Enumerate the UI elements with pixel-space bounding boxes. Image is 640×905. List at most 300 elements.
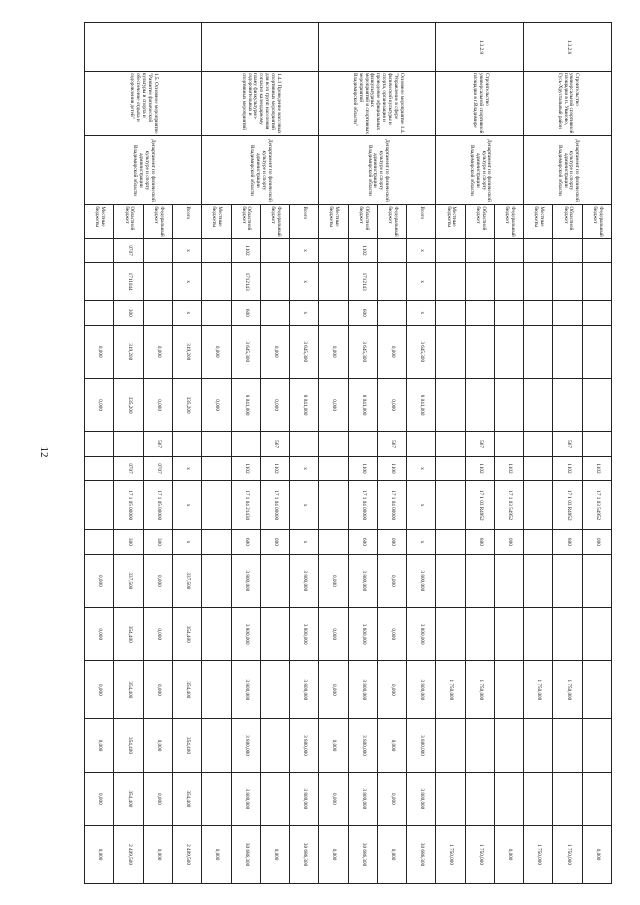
value-cell-7: 1100 xyxy=(348,456,377,480)
value-cell-15: 0,000 xyxy=(85,826,114,884)
value-cell-2 xyxy=(85,263,114,301)
value-cell-9: 000 xyxy=(582,530,611,554)
value-cell-3: х xyxy=(407,301,436,325)
value-cell-3 xyxy=(260,301,289,325)
value-cell-2 xyxy=(553,263,582,301)
value-cell-15: 0,000 xyxy=(260,826,289,884)
value-cell-10 xyxy=(524,554,553,607)
value-cell-9: 300 xyxy=(114,530,143,554)
value-cell-13 xyxy=(553,719,582,772)
executor-cell: Департамент по физической культуре и спорту администрации Владимирской области xyxy=(524,136,612,205)
value-cell-10: 3 800,000 xyxy=(407,554,436,607)
value-cell-5 xyxy=(494,378,523,431)
funding-source-cell: Всего xyxy=(290,205,319,238)
value-cell-14 xyxy=(436,772,465,825)
value-cell-10 xyxy=(436,554,465,607)
funding-source-cell: Местные бюджеты xyxy=(85,205,114,238)
value-cell-7: 0707 xyxy=(114,456,143,480)
value-cell-13: 354,400 xyxy=(173,719,202,772)
value-cell-14: 3 800,000 xyxy=(407,772,436,825)
value-cell-11: 0,000 xyxy=(319,608,348,661)
value-cell-11: 354,400 xyxy=(173,608,202,661)
value-cell-4: 0,000 xyxy=(143,325,172,378)
funding-source-cell: Местные бюджеты xyxy=(524,205,553,238)
value-cell-13: 0,000 xyxy=(143,719,172,772)
program-code-cell xyxy=(319,23,436,72)
value-cell-9: 800 xyxy=(553,530,582,554)
value-cell-4: 3 645,300 xyxy=(290,325,319,378)
value-cell-8 xyxy=(202,481,231,530)
value-cell-15: 0,000 xyxy=(582,826,611,884)
value-cell-3 xyxy=(582,301,611,325)
budget-table xyxy=(84,22,612,884)
value-cell-5: 335,200 xyxy=(173,378,202,431)
value-cell-12 xyxy=(582,661,611,719)
value-cell-8: 17 1 04 00000 xyxy=(377,481,406,530)
value-cell-6: 567 xyxy=(260,432,289,456)
value-cell-11: 3 800,000 xyxy=(348,608,377,661)
funding-source-cell: Всего xyxy=(407,205,436,238)
value-cell-10 xyxy=(582,554,611,607)
value-cell-15: 30 686,300 xyxy=(407,826,436,884)
value-cell-6 xyxy=(494,432,523,456)
value-cell-8: 17 1 04 00000 xyxy=(260,481,289,530)
value-cell-7: 0707 xyxy=(143,456,172,480)
funding-source-cell: Местные бюджеты xyxy=(436,205,465,238)
funding-source-cell: Федеральный бюджет xyxy=(582,205,611,238)
funding-source-cell: Федеральный бюджет xyxy=(377,205,406,238)
value-cell-2 xyxy=(524,263,553,301)
value-cell-10 xyxy=(553,554,582,607)
value-cell-7 xyxy=(524,456,553,480)
value-cell-8 xyxy=(524,481,553,530)
value-cell-5 xyxy=(582,378,611,431)
value-cell-10 xyxy=(202,554,231,607)
value-cell-13: 0,000 xyxy=(319,719,348,772)
value-cell-7 xyxy=(85,456,114,480)
value-cell-7: 1102 xyxy=(231,456,260,480)
value-cell-14: 0,000 xyxy=(377,772,406,825)
value-cell-6: 567 xyxy=(553,432,582,456)
value-cell-3: х xyxy=(290,301,319,325)
value-cell-15: 1 750,000 xyxy=(436,826,465,884)
value-cell-5: 0,000 xyxy=(377,378,406,431)
value-cell-9: 000 xyxy=(494,530,523,554)
value-cell-12: 354,400 xyxy=(173,661,202,719)
value-cell-1: х xyxy=(173,238,202,262)
value-cell-14: 3 800,000 xyxy=(348,772,377,825)
value-cell-8: х xyxy=(173,481,202,530)
value-cell-3 xyxy=(377,301,406,325)
value-cell-12 xyxy=(260,661,289,719)
value-cell-8: 17 1 03 54952 xyxy=(494,481,523,530)
value-cell-14: 0,000 xyxy=(85,772,114,825)
value-cell-2: х xyxy=(407,263,436,301)
value-cell-13: 3 800,000 xyxy=(290,719,319,772)
table-row xyxy=(173,23,202,884)
value-cell-2: 1712143 xyxy=(231,263,260,301)
value-cell-5 xyxy=(465,378,494,431)
value-cell-14: 0,000 xyxy=(143,772,172,825)
value-cell-11 xyxy=(202,608,231,661)
value-cell-11: 3 800,000 xyxy=(407,608,436,661)
value-cell-13 xyxy=(436,719,465,772)
value-cell-11 xyxy=(524,608,553,661)
value-cell-2 xyxy=(436,263,465,301)
funding-source-cell: Местные бюджеты xyxy=(319,205,348,238)
value-cell-4: 3 645,300 xyxy=(407,325,436,378)
value-cell-3: 300 xyxy=(114,301,143,325)
value-cell-12: 3 800,000 xyxy=(407,661,436,719)
value-cell-15: 1 750,000 xyxy=(553,826,582,884)
table-row xyxy=(290,23,319,884)
value-cell-2 xyxy=(582,263,611,301)
value-cell-12 xyxy=(202,661,231,719)
value-cell-4: 0,000 xyxy=(377,325,406,378)
funding-source-cell: Федеральный бюджет xyxy=(143,205,172,238)
value-cell-3 xyxy=(553,301,582,325)
value-cell-13 xyxy=(524,719,553,772)
value-cell-4: 3 645,300 xyxy=(348,325,377,378)
value-cell-15: 0,000 xyxy=(494,826,523,884)
table-row xyxy=(582,23,611,884)
value-cell-9 xyxy=(436,530,465,554)
value-cell-4 xyxy=(553,325,582,378)
value-cell-8: 17 1 05 00000 xyxy=(114,481,143,530)
value-cell-7: х xyxy=(290,456,319,480)
value-cell-14 xyxy=(465,772,494,825)
value-cell-12 xyxy=(494,661,523,719)
value-cell-10 xyxy=(465,554,494,607)
value-cell-5: 0,000 xyxy=(260,378,289,431)
value-cell-8: х xyxy=(407,481,436,530)
value-cell-10: 0,000 xyxy=(143,554,172,607)
value-cell-10 xyxy=(260,554,289,607)
value-cell-13 xyxy=(582,719,611,772)
value-cell-1 xyxy=(202,238,231,262)
value-cell-5: 8 041,000 xyxy=(348,378,377,431)
value-cell-11 xyxy=(465,608,494,661)
value-cell-15: 30 686,300 xyxy=(290,826,319,884)
table-row xyxy=(494,23,523,884)
value-cell-13 xyxy=(465,719,494,772)
value-cell-9 xyxy=(319,530,348,554)
value-cell-1: х xyxy=(290,238,319,262)
value-cell-15: 0,000 xyxy=(202,826,231,884)
value-cell-2: х xyxy=(290,263,319,301)
value-cell-14 xyxy=(524,772,553,825)
value-cell-7: 1102 xyxy=(465,456,494,480)
value-cell-11 xyxy=(553,608,582,661)
value-cell-3 xyxy=(202,301,231,325)
value-cell-15: 0,000 xyxy=(319,826,348,884)
value-cell-6 xyxy=(231,432,260,456)
value-cell-2 xyxy=(377,263,406,301)
value-cell-11 xyxy=(582,608,611,661)
value-cell-1 xyxy=(260,238,289,262)
value-cell-11: 354,400 xyxy=(114,608,143,661)
value-cell-4: 0,000 xyxy=(202,325,231,378)
value-cell-10: 3 800,000 xyxy=(290,554,319,607)
table-row xyxy=(407,23,436,884)
value-cell-13 xyxy=(494,719,523,772)
value-cell-2 xyxy=(260,263,289,301)
value-cell-8 xyxy=(85,481,114,530)
value-cell-7 xyxy=(202,456,231,480)
value-cell-5 xyxy=(524,378,553,431)
value-cell-11: 3 800,000 xyxy=(231,608,260,661)
value-cell-10: 0,000 xyxy=(85,554,114,607)
program-code-cell xyxy=(202,23,319,72)
executor-cell: Департамент по физической культуре и спорту администрации Владимирской области xyxy=(202,136,319,205)
value-cell-13: 3 800,000 xyxy=(231,719,260,772)
value-cell-5: 0,000 xyxy=(202,378,231,431)
value-cell-9 xyxy=(85,530,114,554)
value-cell-1 xyxy=(377,238,406,262)
value-cell-1 xyxy=(465,238,494,262)
value-cell-12: 1 750,000 xyxy=(553,661,582,719)
value-cell-5: 8 041,000 xyxy=(290,378,319,431)
value-cell-1 xyxy=(524,238,553,262)
value-cell-13: 3 800,000 xyxy=(348,719,377,772)
value-cell-15: 2 409,500 xyxy=(173,826,202,884)
value-cell-14: 3 800,000 xyxy=(290,772,319,825)
value-cell-12: 354,400 xyxy=(114,661,143,719)
value-cell-2 xyxy=(319,263,348,301)
value-cell-4 xyxy=(494,325,523,378)
value-cell-10: 337,500 xyxy=(114,554,143,607)
value-cell-9: 800 xyxy=(465,530,494,554)
value-cell-13: 354,400 xyxy=(114,719,143,772)
value-cell-9 xyxy=(202,530,231,554)
value-cell-4: 319,200 xyxy=(114,325,143,378)
value-cell-9: 000 xyxy=(377,530,406,554)
page-number: 12 xyxy=(38,446,50,458)
value-cell-12: 0,000 xyxy=(143,661,172,719)
value-cell-15: 0,000 xyxy=(143,826,172,884)
program-name-cell: Основное мероприятие 1.4. "Управление в сфере физической культуры и спорта, организация и проведение официальных физкультурных мероприятий и спортивных мероприятий Владимирской области" xyxy=(319,71,436,136)
value-cell-7 xyxy=(436,456,465,480)
value-cell-9: х xyxy=(407,530,436,554)
value-cell-14 xyxy=(202,772,231,825)
funding-source-cell: Местные бюджеты xyxy=(202,205,231,238)
value-cell-13 xyxy=(260,719,289,772)
executor-cell: Департамент по физической культуре и спорту администрации Владимирской области xyxy=(319,136,436,205)
executor-cell: Департамент по физической культуре и спорту администрации Владимирской области xyxy=(85,136,202,205)
value-cell-13: 0,000 xyxy=(377,719,406,772)
value-cell-6: 567 xyxy=(377,432,406,456)
value-cell-12: 0,000 xyxy=(319,661,348,719)
value-cell-6 xyxy=(114,432,143,456)
value-cell-2 xyxy=(465,263,494,301)
value-cell-9 xyxy=(524,530,553,554)
value-cell-9: х xyxy=(173,530,202,554)
value-cell-2: 1711044 xyxy=(114,263,143,301)
value-cell-5: 0,000 xyxy=(319,378,348,431)
value-cell-12: 1 750,000 xyxy=(436,661,465,719)
value-cell-12: 1 750,000 xyxy=(465,661,494,719)
program-name-cell: Строительство универсальной спортивной площадки в г.Владимире xyxy=(436,71,524,136)
funding-source-cell: Областной бюджет xyxy=(465,205,494,238)
value-cell-5: 0,000 xyxy=(143,378,172,431)
budget-table-body xyxy=(85,23,612,884)
value-cell-3 xyxy=(85,301,114,325)
value-cell-10: 0,000 xyxy=(319,554,348,607)
value-cell-11: 0,000 xyxy=(143,608,172,661)
value-cell-11 xyxy=(494,608,523,661)
value-cell-8 xyxy=(319,481,348,530)
value-cell-14 xyxy=(553,772,582,825)
value-cell-4 xyxy=(436,325,465,378)
value-cell-3 xyxy=(143,301,172,325)
value-cell-7: 1102 xyxy=(260,456,289,480)
value-cell-9: 300 xyxy=(143,530,172,554)
value-cell-1 xyxy=(319,238,348,262)
value-cell-5 xyxy=(553,378,582,431)
program-name-cell: 1.5. Основное мероприятие "Развитие физической культуры и спорта и обеспечение отдыха и оздоровления детей" xyxy=(85,71,202,136)
funding-source-cell: Всего xyxy=(173,205,202,238)
value-cell-12: 0,000 xyxy=(85,661,114,719)
value-cell-9: 600 xyxy=(348,530,377,554)
funding-source-cell: Областной бюджет xyxy=(348,205,377,238)
value-cell-6 xyxy=(85,432,114,456)
value-cell-15: 1 750,000 xyxy=(465,826,494,884)
value-cell-9: х xyxy=(290,530,319,554)
value-cell-8 xyxy=(436,481,465,530)
value-cell-12: 3 800,000 xyxy=(290,661,319,719)
value-cell-5 xyxy=(436,378,465,431)
value-cell-6 xyxy=(290,432,319,456)
value-cell-1 xyxy=(582,238,611,262)
value-cell-7: 1102 xyxy=(582,456,611,480)
value-cell-3: 600 xyxy=(231,301,260,325)
program-name-cell: 1.4.1 Проведение массовых спортивных мероприятий для всех групп населения согласно календарному плану физкультурно-оздоровительных и спортивных мероприятий xyxy=(202,71,319,136)
value-cell-7 xyxy=(319,456,348,480)
value-cell-11: 0,000 xyxy=(377,608,406,661)
value-cell-15: 2 409,500 xyxy=(114,826,143,884)
value-cell-11: 0,000 xyxy=(85,608,114,661)
value-cell-6 xyxy=(407,432,436,456)
value-cell-6 xyxy=(524,432,553,456)
value-cell-8: 17 1 03 R4952 xyxy=(465,481,494,530)
value-cell-8: 17 1 04 00000 xyxy=(348,481,377,530)
value-cell-4: 0,000 xyxy=(319,325,348,378)
value-cell-12: 3 800,000 xyxy=(348,661,377,719)
value-cell-14: 0,000 xyxy=(319,772,348,825)
value-cell-12: 1 750,000 xyxy=(524,661,553,719)
program-code-cell xyxy=(85,23,202,72)
value-cell-2 xyxy=(143,263,172,301)
value-cell-10: 3 800,000 xyxy=(348,554,377,607)
value-cell-13: 3 800,000 xyxy=(407,719,436,772)
value-cell-2 xyxy=(202,263,231,301)
value-cell-7: 1100 xyxy=(377,456,406,480)
value-cell-11: 3 800,000 xyxy=(290,608,319,661)
value-cell-5: 8 041,000 xyxy=(407,378,436,431)
value-cell-1: х xyxy=(407,238,436,262)
value-cell-2: х xyxy=(173,263,202,301)
value-cell-1: 0707 xyxy=(114,238,143,262)
value-cell-1: 1102 xyxy=(348,238,377,262)
value-cell-6 xyxy=(319,432,348,456)
value-cell-6: 567 xyxy=(465,432,494,456)
value-cell-4 xyxy=(582,325,611,378)
funding-source-cell: Областной бюджет xyxy=(114,205,143,238)
value-cell-8: 17 1 03 54952 xyxy=(582,481,611,530)
value-cell-4: 0,000 xyxy=(85,325,114,378)
value-cell-4 xyxy=(465,325,494,378)
value-cell-13 xyxy=(202,719,231,772)
value-cell-6 xyxy=(436,432,465,456)
value-cell-15: 30 686,300 xyxy=(231,826,260,884)
value-cell-12: 3 800,000 xyxy=(231,661,260,719)
value-cell-11 xyxy=(260,608,289,661)
value-cell-7: х xyxy=(173,456,202,480)
value-cell-10 xyxy=(494,554,523,607)
value-cell-3 xyxy=(436,301,465,325)
value-cell-6 xyxy=(582,432,611,456)
executor-cell: Департамент по физической культуре и спорту администрации Владимирской области xyxy=(436,136,524,205)
value-cell-5: 8 041,000 xyxy=(231,378,260,431)
value-cell-3 xyxy=(465,301,494,325)
value-cell-5: 335,200 xyxy=(114,378,143,431)
funding-source-cell: Федеральный бюджет xyxy=(260,205,289,238)
value-cell-8: 17 1 04 21430 xyxy=(231,481,260,530)
value-cell-14 xyxy=(582,772,611,825)
value-cell-1 xyxy=(494,238,523,262)
value-cell-3 xyxy=(319,301,348,325)
funding-source-cell: Областной бюджет xyxy=(231,205,260,238)
value-cell-15: 1 750,000 xyxy=(524,826,553,884)
value-cell-8: 17 1 03 R4952 xyxy=(553,481,582,530)
value-cell-14: 3 800,000 xyxy=(231,772,260,825)
value-cell-2 xyxy=(494,263,523,301)
value-cell-6 xyxy=(173,432,202,456)
value-cell-1 xyxy=(85,238,114,262)
funding-source-cell: Областной бюджет xyxy=(553,205,582,238)
value-cell-12: 0,000 xyxy=(377,661,406,719)
value-cell-6: 567 xyxy=(143,432,172,456)
value-cell-9: 000 xyxy=(260,530,289,554)
value-cell-1 xyxy=(436,238,465,262)
value-cell-11 xyxy=(436,608,465,661)
value-cell-7: х xyxy=(407,456,436,480)
value-cell-1: 1102 xyxy=(231,238,260,262)
value-cell-1 xyxy=(143,238,172,262)
value-cell-15: 30 686,300 xyxy=(348,826,377,884)
value-cell-5: 0,000 xyxy=(85,378,114,431)
value-cell-10: 337,500 xyxy=(173,554,202,607)
value-cell-4: 3 645,300 xyxy=(231,325,260,378)
value-cell-4: 319,200 xyxy=(173,325,202,378)
value-cell-14: 354,400 xyxy=(114,772,143,825)
program-name-cell: Строительство универсальной спортивной площадки в п. Уваново, Гусь-Хрустальный район xyxy=(524,71,612,136)
value-cell-7: 1102 xyxy=(494,456,523,480)
value-cell-4 xyxy=(524,325,553,378)
value-cell-13: 0,000 xyxy=(85,719,114,772)
value-cell-14 xyxy=(260,772,289,825)
program-code-cell: 1.3.2.8 xyxy=(524,23,612,72)
value-cell-6 xyxy=(348,432,377,456)
value-cell-4: 0,000 xyxy=(260,325,289,378)
value-cell-1 xyxy=(553,238,582,262)
value-cell-2: 1712143 xyxy=(348,263,377,301)
value-cell-3 xyxy=(494,301,523,325)
program-code-cell: 1.3.2.9 xyxy=(436,23,524,72)
value-cell-3 xyxy=(524,301,553,325)
value-cell-10: 0,000 xyxy=(377,554,406,607)
value-cell-8: х xyxy=(290,481,319,530)
